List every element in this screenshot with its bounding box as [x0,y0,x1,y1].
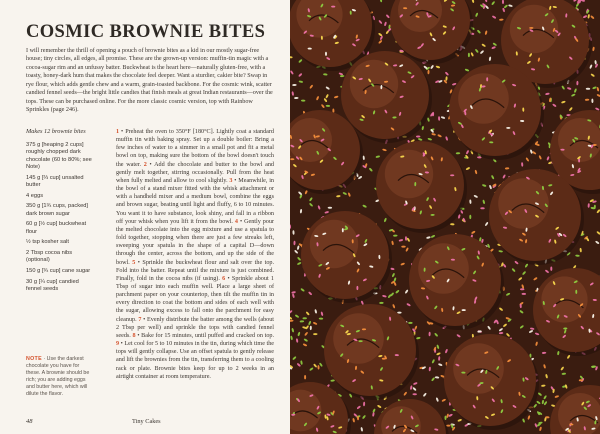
recipe-intro: I will remember the thrill of opening a pouch of brownie bites as a kid in our mostly sugar-free house; tiny circles, all edges, all promise. These are the grown-up version: muffin-tin magic with a cocoa-sugar rim and an unfussy batter. Buckwheat is the heart here—naturally gluten-free, with a toasty, honey-dark hum that makes the chocolate feel deeper. Want a sturdier, cakier bite? Swap in rye flour, which adds gentle chew and a warm, grain-toasted backbone. For the cosmic wink, scatter candied fennel seeds—the bright little candies that finish meals at great Indian restaurants—over the tops. These can be purchased online. For the more classic cosmic version, top with Rainbow Sprinkles (page 246). [26,48,273,114]
running-head: Tiny Cakes [132,418,161,425]
step-number: 9 [116,341,120,348]
recipe-page [0,0,290,434]
brownie-bite [301,211,392,303]
brownie-bite [444,334,539,430]
step-number: 2 [143,161,147,168]
brownie-bite [550,385,600,434]
ingredient-item: 375 g [heaping 2 cups] roughly chopped dark chocolate (60 to 80%; see Note) [26,142,92,170]
ingredient-list [26,142,94,297]
brownie-bite [533,268,600,356]
ingredient-item: 2 Tbsp cocoa nibs (optional) [26,249,73,264]
brownie-bite [390,0,473,64]
step-text: Add the chocolate and butter to the bowl and gently melt together, stirring occasionally. Pull from the heat when fully melted and allow to cool slightly. [116,161,275,184]
step-number: 4 [234,218,238,225]
ingredient-item: 4 eggs [26,192,44,199]
brownie-bite [324,304,419,400]
brownie-bites-photo [290,0,600,434]
step-number: 5 [132,259,136,266]
note-text: · Use the darkest chocolate you have for these. A brownie should be rich; you are adding eggs and butter here, which will dilute the flavor. [26,356,90,398]
ingredient-item: 60 g [½ cup] buckwheat flour [26,221,87,235]
step-text: Let cool for 5 to 10 minutes in the tin, during which time the tops will gently collapse. Use an offset spatula to gently release and lift the brownies from the tin, transferring them to a cooling rack or plate. Brownie bites keep for up to 2 weeks in an airtight container at room temperature. [116,341,274,380]
method-text: 1 • Preheat the oven to 350°F [180°C]. Lightly coat a standard muffin tin with baking spray. Set up a double boiler: Bring a few inches of water to a simmer in a small pot and fit a metal bowl on top, making sure the bottom of the bowl doesn't touch the water. 2 • Add the chocolate and butter to the bowl and gently melt together, stirring occasionally. Pull from the heat when fully melted and allow to cool slightly. 3 • Meanwhile, in the bowl of a stand mixer fitted with the whisk attachment or with a handheld mixer and a medium bowl, combine the eggs and brown sugar, beating until light and fluffy, 6 to 10 minutes. You want it to have substance, look shiny, and fall in a ribbon off your whisk when you lift it from the bowl. 4 • Gently pour the melted chocolate into the egg mixture and use a spatula to fold together, stopping when there are just a few streaks left, sweeping your spatula in the shape of a capital D—down through the center, across the bottom, and up the side of the bowl. 5 • Sprinkle the buckwheat flour and salt over the top. Fold into the batter. Repeat until the mixture is just combined. Finally, fold in the cocoa nibs (if using). 6 • Sprinkle about 1 Tbsp of sugar into each muffin well. Place a large sheet of parchment paper on your countertop, then tilt the muffin tin in every direction to coat the bottom and sides of each well with the sugar, allowing excess to fall onto the parchment for easy cleanup. 7 • Evenly distribute the batter among the wells (about 2 Tbsp per well) and sprinkle the tops with candied fennel seeds. 8 • Bake for 15 minutes, until puffed and cracked on top. 9 • Let cool for 5 to 10 minutes in the tin, during which time the tops will gently collapse. Use an offset spatula to gently release and lift the brownies from the tin, transferring them to a cooling rack or plate. Brownie bites keep for up to 2 weeks in an airtight container at room temperature. [116,129,275,380]
brownie-bite [409,234,504,330]
step-number: 7 [138,316,142,323]
step-number: 1 [116,129,120,135]
brownie-bite [376,141,467,233]
recipe-yield: Makes 12 brownie bites [26,128,86,135]
step-number: 8 [132,332,136,339]
brownie-bite [374,399,449,434]
recipe-title: COSMIC BROWNIE BITES [26,22,266,42]
note-label: NOTE [26,356,42,362]
brownie-bite [290,382,351,434]
recipe-note [26,356,92,399]
step-text: Gently pour the melted chocolate into the egg mixture and use a spatula to fold together, stopping when there are just a few streaks left, sweeping your spatula in the shape of a capital D—down through the center, across the bottom, and up the side of the bowl. [116,218,274,266]
brownie-bite [341,51,432,143]
step-number: 6 [222,275,226,282]
page-number: 48 [26,418,33,425]
ingredient-item: 145 g [⅔ cup] unsalted butter [26,174,84,188]
ingredient-item: 30 g [¼ cup] candied fennel seeds [26,278,79,292]
step-text: Preheat the oven to 350°F [180°C]. Lightly coat a standard muffin tin with baking spray. Set up a double boiler: Bring a few inches of water to a simmer in a small pot and fit a metal bowl on top, making sure the bottom of the bowl doesn't touch the water. [116,129,274,168]
step-text: Evenly distribute the batter among the wells (about 2 Tbsp per well) and sprinkle the tops with candied fennel seeds. [116,316,275,339]
step-number: 3 [229,177,233,184]
step-text: Bake for 15 minutes, until puffed and cracked on top. [139,332,275,339]
photo-page [290,0,600,434]
ingredient-item: 350 g [1¾ cups, packed] dark brown sugar [26,203,88,217]
step-text: Sprinkle about 1 Tbsp of sugar into each muffin well. Place a large sheet of parchment paper on your countertop, then tilt the muffin tin in every direction to coat the bottom and sides of each well with the sugar, allowing excess to fall onto the parchment for easy cleanup. [116,275,274,323]
step-text: Sprinkle the buckwheat flour and salt over the top. Fold into the batter. Repeat until the mixture is just combined. Finally, fold in the cocoa nibs (if using). [116,259,274,282]
ingredient-item: 150 g [¾ cup] cane sugar [26,267,91,274]
ingredient-item: ½ tsp kosher salt [26,239,69,246]
step-text: Meanwhile, in the bowl of a stand mixer fitted with the whisk attachment or with a handheld mixer and a medium bowl, combine the eggs and brown sugar, beating until light and fluffy, 6 to 10 minutes. You want it to have substance, look shiny, and fall in a ribbon off your whisk when you lift it from the bowl. [116,177,274,225]
